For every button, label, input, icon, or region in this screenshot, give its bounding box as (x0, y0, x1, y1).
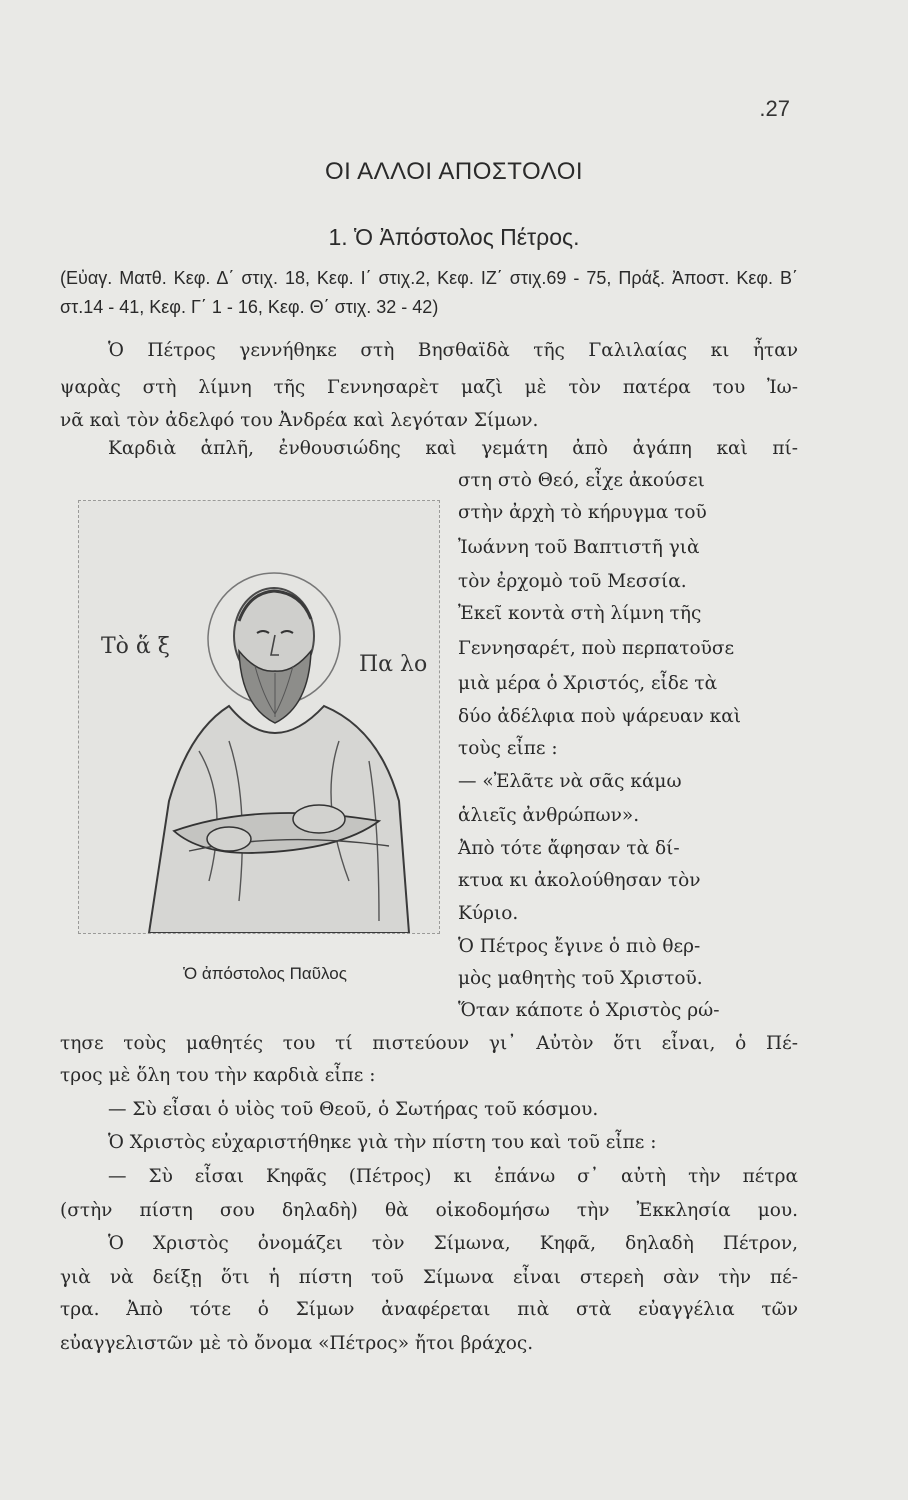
text-line: δύο ἀδέλφια ποὺ ψάρευαν καὶ (458, 706, 741, 727)
text-line: γιὰ νὰ δείξῃ ὅτι ἡ πίστη τοῦ Σίμωνα εἶναι στερεὴ σὰν τὴν πέ- (60, 1267, 798, 1288)
chapter-title: ΟΙ ΑΛΛΟΙ ΑΠΟΣΤΟΛΟΙ (324, 158, 584, 185)
text-line: μιὰ μέρα ὁ Χριστός, εἶδε τὰ (458, 673, 718, 694)
inscription-left: Τὸ ἅ ξ (101, 634, 170, 659)
text-line: τρος μὲ ὅλη του τὴν καρδιὰ εἶπε : (60, 1065, 376, 1086)
text-line: Ἐκεῖ κοντὰ στὴ λίμνη τῆς (458, 603, 702, 624)
text-line: ἁλιεῖς ἀνθρώπων». (458, 805, 640, 826)
text-line: στη στὸ Θεό, εἶχε ἀκούσει (458, 470, 705, 491)
apostle-portrait-drawing (79, 501, 439, 933)
page-number: .27 (759, 96, 790, 121)
text-line: Καρδιὰ ἁπλῆ, ἐνθουσιώδης καὶ γεμάτη ἀπὸ ἀγάπη καὶ πί- (108, 438, 798, 459)
text-line: κτυα κι ἀκολούθησαν τὸν (458, 870, 701, 891)
text-line: τοὺς εἶπε : (458, 738, 558, 759)
text-line: Κύριο. (458, 903, 519, 924)
text-line: Ὁ Πέτρος ἔγινε ὁ πιὸ θερ- (458, 936, 701, 957)
text-line: — «Ἐλᾶτε νὰ σᾶς κάμω (458, 771, 682, 792)
apostle-paul-icon-image (78, 500, 440, 934)
text-line: — Σὺ εἶσαι Κηφᾶς (Πέτρος) κι ἐπάνω σ᾽ αὐτὴ τὴν πέτρα (108, 1166, 798, 1187)
scripture-references: (Εὐαγ. Ματθ. Κεφ. Δ΄ στιχ. 18, Κεφ. Ι΄ στιχ.2, Κεφ. ΙΖ΄ στιχ.69 - 75, Πράξ. Ἀποστ. Κεφ. Β΄ στ.14 - 41, Κεφ. Γ΄ 1 - 16, Κεφ. Θ΄ στιχ. 32 - 42) (60, 268, 798, 317)
text-line: Ὁ Πέτρος γεννήθηκε στὴ Βησθαϊδὰ τῆς Γαλιλαίας κι ἦταν (108, 340, 798, 361)
text-line: εὐαγγελιστῶν μὲ τὸ ὄνομα «Πέτρος» ἤτοι βράχος. (60, 1333, 534, 1354)
text-line: τὸν ἐρχομὸ τοῦ Μεσσία. (458, 571, 687, 592)
text-line: Ὅταν κάποτε ὁ Χριστὸς ρώ- (458, 1000, 720, 1021)
text-line: νᾶ καὶ τὸν ἀδελφό του Ἀνδρέα καὶ λεγόταν Σίμων. (60, 410, 539, 431)
text-line: Γεννησαρέτ, ποὺ περπατοῦσε (458, 638, 735, 659)
text-line: μὸς μαθητὴς τοῦ Χριστοῦ. (458, 968, 703, 989)
text-line: Ὁ Χριστὸς εὐχαριστήθηκε γιὰ τὴν πίστη του καὶ τοῦ εἶπε : (108, 1132, 657, 1153)
text-line: (στὴν πίστη σου δηλαδὴ) θὰ οἰκοδομήσω τὴν Ἐκκλησία μου. (60, 1200, 798, 1221)
inscription-right: Πα λο (359, 652, 428, 677)
text-line: Ἀπὸ τότε ἄφησαν τὰ δί- (458, 838, 680, 859)
text-line: στὴν ἀρχὴ τὸ κήρυγμα τοῦ (458, 502, 707, 523)
text-line: — Σὺ εἶσαι ὁ υἱὸς τοῦ Θεοῦ, ὁ Σωτήρας τοῦ κόσμου. (108, 1099, 599, 1120)
image-caption: Ὁ ἀπόστολος Παῦλος (183, 964, 347, 983)
text-line: τησε τοὺς μαθητές του τί πιστεύουν γι᾽ Αὐτὸν ὅτι εἶναι, ὁ Πέ- (60, 1033, 798, 1054)
text-line: Ὁ Χριστὸς ὀνομάζει τὸν Σίμωνα, Κηφᾶ, δηλαδὴ Πέτρον, (108, 1233, 798, 1254)
text-line: τρα. Ἀπὸ τότε ὁ Σίμων ἀναφέρεται πιὰ στὰ εὐαγγέλια τῶν (60, 1299, 798, 1320)
section-title: 1. Ὁ Ἀπόστολος Πέτρος. (328, 224, 580, 250)
text-line: ψαρὰς στὴ λίμνη τῆς Γεννησαρὲτ μαζὶ μὲ τὸν πατέρα του Ἰω- (60, 377, 798, 398)
text-line: Ἰωάννη τοῦ Βαπτιστῆ γιὰ (458, 537, 700, 558)
